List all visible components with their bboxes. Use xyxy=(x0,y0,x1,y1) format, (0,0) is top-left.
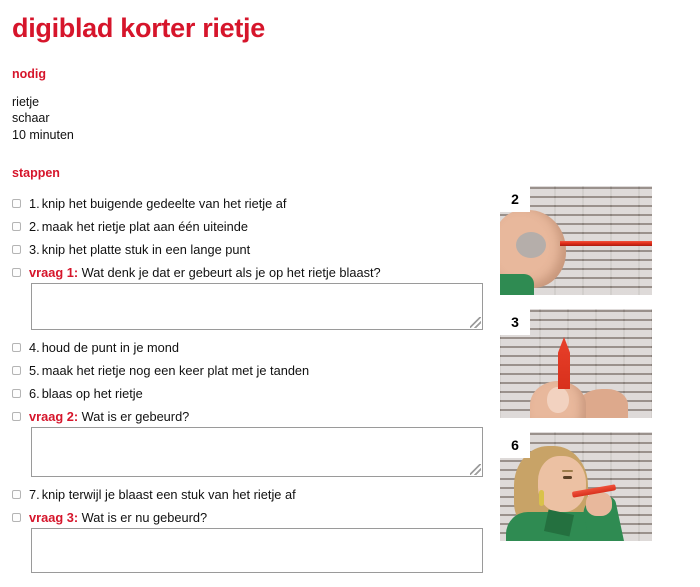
step-row[interactable] xyxy=(12,242,497,257)
question-text: Wat denk je dat er gebeurt als je op het rietje blaast? xyxy=(81,265,381,281)
step-row[interactable] xyxy=(12,487,497,502)
step-row[interactable] xyxy=(12,219,497,234)
hand-shape xyxy=(586,492,612,516)
materials-list xyxy=(12,94,497,144)
step-checkbox[interactable] xyxy=(12,343,21,352)
step-text: maak het rietje nog een keer plat met je tanden xyxy=(41,363,310,379)
step-checkbox[interactable] xyxy=(12,245,21,254)
question-row[interactable] xyxy=(12,265,497,280)
eye-shape xyxy=(563,476,572,479)
step-checkbox[interactable] xyxy=(12,490,21,499)
answer-textarea[interactable] xyxy=(31,283,483,330)
question-number: vraag 3: xyxy=(29,510,79,526)
material-item: 10 minuten xyxy=(12,127,74,142)
spacer xyxy=(12,477,497,487)
spacer xyxy=(12,330,497,340)
step-text: knip terwijl je blaast een stuk van het rietje af xyxy=(41,487,296,503)
question-checkbox[interactable] xyxy=(12,268,21,277)
materials-heading: nodig xyxy=(12,66,47,81)
step-label xyxy=(29,487,296,502)
step-number: 2. xyxy=(29,219,40,235)
step-label xyxy=(29,363,309,378)
step-label xyxy=(29,340,179,355)
question-text: Wat is er gebeurd? xyxy=(81,409,190,425)
step-label xyxy=(29,219,248,234)
question-number: vraag 2: xyxy=(29,409,79,425)
eyebrow-shape xyxy=(562,470,573,472)
step-text: houd de punt in je mond xyxy=(41,340,180,356)
question-row[interactable] xyxy=(12,510,497,525)
question-number: vraag 1: xyxy=(29,265,79,281)
step-checkbox[interactable] xyxy=(12,222,21,231)
photo-number-badge: 6 xyxy=(500,432,530,458)
material-item: rietje xyxy=(12,94,40,109)
step-number: 4. xyxy=(29,340,40,356)
steps-heading: stappen xyxy=(12,166,60,181)
question-label xyxy=(29,265,381,280)
step-checkbox[interactable] xyxy=(12,199,21,208)
step-label xyxy=(29,386,143,401)
step-label xyxy=(29,242,250,257)
step-row[interactable] xyxy=(12,363,497,378)
face-shape xyxy=(538,456,586,512)
step-text: blaas op het rietje xyxy=(41,386,143,402)
question-row[interactable] xyxy=(12,409,497,424)
step-row[interactable] xyxy=(12,386,497,401)
steps-list xyxy=(12,196,497,573)
answer-textarea[interactable] xyxy=(31,528,483,573)
question-label xyxy=(29,510,207,525)
red-straw-shape xyxy=(560,241,652,246)
step-number: 1. xyxy=(29,196,40,212)
question-text: Wat is er nu gebeurd? xyxy=(81,510,208,526)
answer-textarea[interactable] xyxy=(31,427,483,477)
step-row[interactable] xyxy=(12,196,497,211)
step-number: 6. xyxy=(29,386,40,402)
step-text: knip het platte stuk in een lange punt xyxy=(41,242,251,258)
step-number: 3. xyxy=(29,242,40,258)
question-checkbox[interactable] xyxy=(12,513,21,522)
step-checkbox[interactable] xyxy=(12,389,21,398)
step-photo xyxy=(500,186,652,295)
step-photo xyxy=(500,309,652,418)
step-label xyxy=(29,196,286,211)
page-title: digiblad korter rietje xyxy=(12,13,265,43)
photo-number-badge: 3 xyxy=(500,309,530,335)
step-text: knip het buigende gedeelte van het rietje af xyxy=(41,196,287,212)
finger-gap-shape xyxy=(516,232,546,258)
step-checkbox[interactable] xyxy=(12,366,21,375)
step-row[interactable] xyxy=(12,340,497,355)
resize-grip-icon[interactable] xyxy=(470,317,481,328)
step-photo xyxy=(500,432,652,541)
earring-shape xyxy=(539,490,544,506)
step-number: 7. xyxy=(29,487,40,503)
step-text: maak het rietje plat aan één uiteinde xyxy=(41,219,248,235)
photo-number-badge: 2 xyxy=(500,186,530,212)
step-number: 5. xyxy=(29,363,40,379)
material-item: schaar xyxy=(12,111,50,126)
fingernail-shape xyxy=(547,387,569,413)
green-sleeve-shape xyxy=(500,274,534,295)
photo-column xyxy=(500,186,652,555)
resize-grip-icon[interactable] xyxy=(470,464,481,475)
question-label xyxy=(29,409,189,424)
question-checkbox[interactable] xyxy=(12,412,21,421)
